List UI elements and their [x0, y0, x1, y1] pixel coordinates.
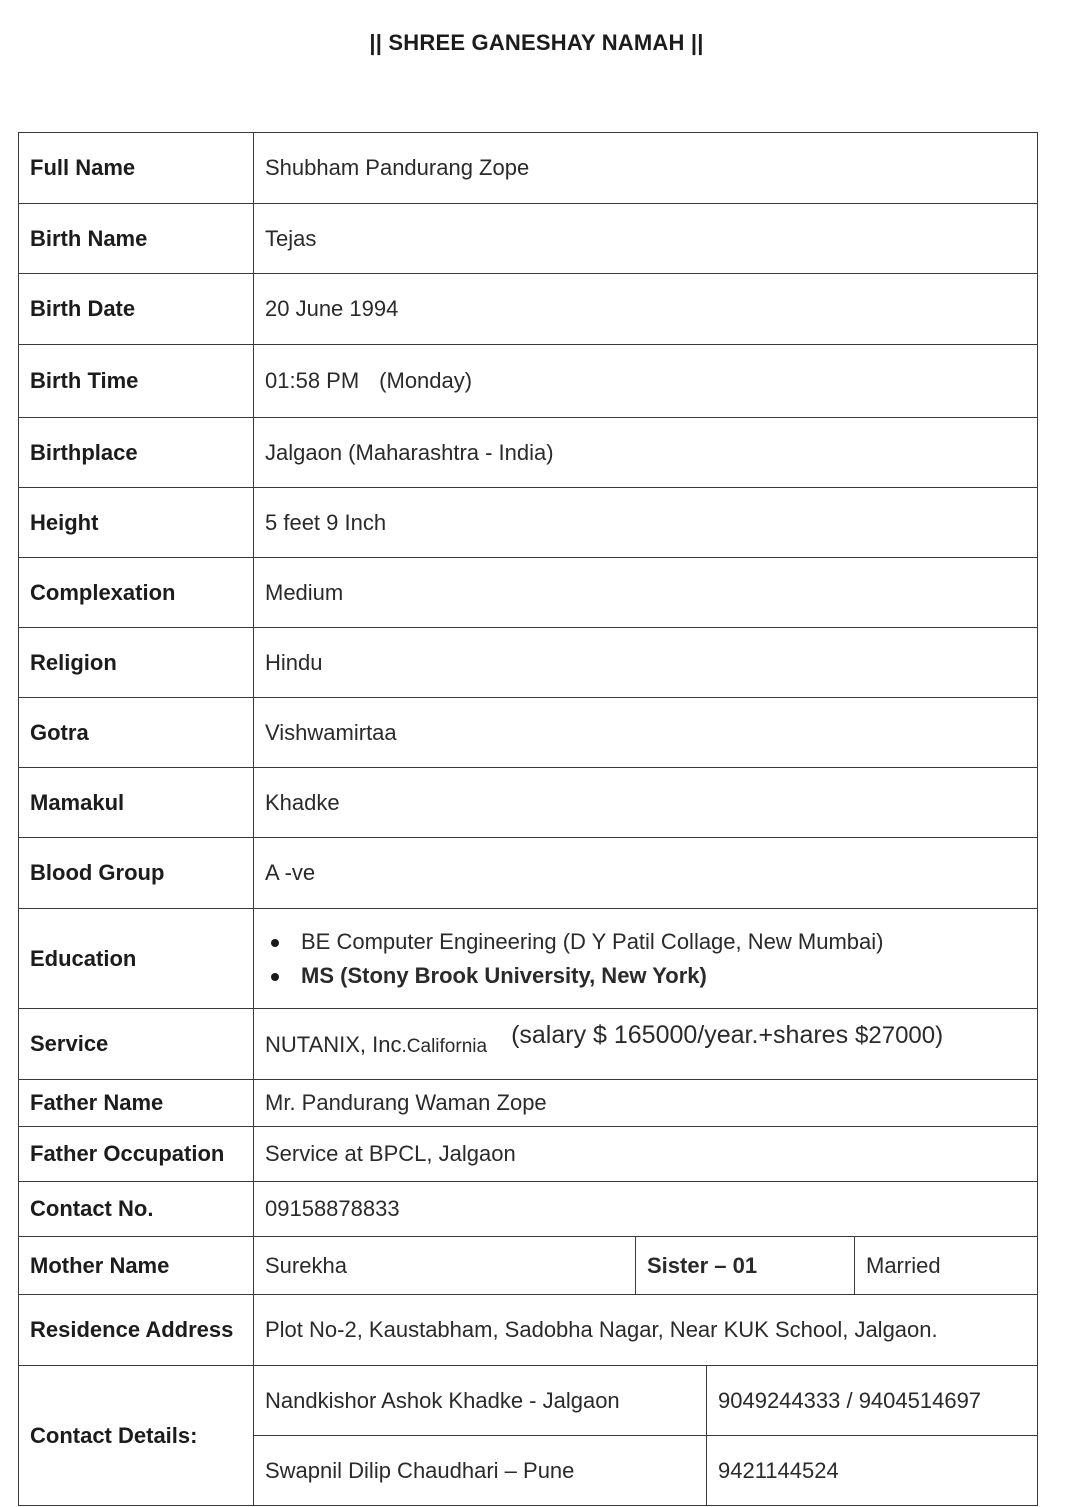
row-full-name	[19, 133, 1038, 204]
gotra-value: Vishwamirtaa	[254, 698, 1038, 768]
row-mother-name	[19, 1237, 1038, 1295]
father-occupation-value: Service at BPCL, Jalgaon	[254, 1127, 1038, 1182]
service-company: NUTANIX, Inc	[265, 1031, 402, 1057]
contact-no-label: Contact No.	[19, 1182, 254, 1237]
father-name-label: Father Name	[19, 1080, 254, 1127]
row-contact-details-1	[19, 1366, 1038, 1436]
education-cell	[254, 909, 1038, 1009]
row-father-occupation	[19, 1127, 1038, 1182]
mother-name-label: Mother Name	[19, 1237, 254, 1295]
birth-name-value: Tejas	[254, 204, 1038, 274]
row-birthplace	[19, 418, 1038, 488]
mamakul-label: Mamakul	[19, 768, 254, 838]
contact-1-phone: 9049244333 / 9404514697	[707, 1366, 1038, 1436]
row-birth-date	[19, 274, 1038, 345]
contact-no-value: 09158878833	[254, 1182, 1038, 1237]
service-salary	[511, 1021, 943, 1049]
residence-address-value: Plot No-2, Kaustabham, Sadobha Nagar, Near KUK School, Jalgaon.	[254, 1295, 1038, 1366]
shares-amount: $27000)	[855, 1021, 944, 1049]
row-education	[19, 909, 1038, 1009]
contact-details-label: Contact Details:	[19, 1366, 254, 1506]
father-name-value: Mr. Pandurang Waman Zope	[254, 1080, 1038, 1127]
row-complexion	[19, 558, 1038, 628]
religion-label: Religion	[19, 628, 254, 698]
row-birth-name	[19, 204, 1038, 274]
birth-date-value: 20 June 1994	[254, 274, 1038, 345]
contact-2-name: Swapnil Dilip Chaudhari – Pune	[254, 1436, 707, 1506]
row-residence-address	[19, 1295, 1038, 1366]
row-birth-time	[19, 345, 1038, 418]
education-item-ms: MS (Stony Brook University, New York)	[291, 959, 1037, 993]
birth-time-cell	[254, 345, 1038, 418]
row-service	[19, 1009, 1038, 1080]
biodata-table	[18, 132, 1038, 1506]
row-religion	[19, 628, 1038, 698]
birthplace-label: Birthplace	[19, 418, 254, 488]
row-blood-group	[19, 838, 1038, 909]
service-location: .California	[401, 1035, 488, 1057]
birth-time-value: 01:58 PM	[265, 368, 360, 393]
sister-label: Sister – 01	[636, 1237, 855, 1295]
service-label: Service	[19, 1009, 254, 1080]
religion-value: Hindu	[254, 628, 1038, 698]
birth-date-label: Birth Date	[19, 274, 254, 345]
contact-2-phone: 9421144524	[707, 1436, 1038, 1506]
birth-day-value: (Monday)	[379, 368, 473, 393]
complexion-value: Medium	[254, 558, 1038, 628]
service-cell	[254, 1009, 1038, 1080]
birth-name-label: Birth Name	[19, 204, 254, 274]
row-height	[19, 488, 1038, 558]
page-heading: || SHREE GANESHAY NAMAH ||	[369, 30, 704, 55]
height-value: 5 feet 9 Inch	[254, 488, 1038, 558]
education-label: Education	[19, 909, 254, 1009]
education-item-be: BE Computer Engineering (D Y Patil Collage, New Mumbai)	[291, 925, 1037, 959]
full-name-label: Full Name	[19, 133, 254, 204]
row-father-name	[19, 1080, 1038, 1127]
row-mamakul	[19, 768, 1038, 838]
blood-group-value: A -ve	[254, 838, 1038, 909]
birth-time-label: Birth Time	[19, 345, 254, 418]
complexion-label: Complexation	[19, 558, 254, 628]
row-gotra	[19, 698, 1038, 768]
contact-1-name: Nandkishor Ashok Khadke - Jalgaon	[254, 1366, 707, 1436]
education-list	[265, 925, 1037, 993]
mamakul-value: Khadke	[254, 768, 1038, 838]
residence-address-label: Residence Address	[19, 1295, 254, 1366]
sister-status: Married	[855, 1237, 1038, 1295]
height-label: Height	[19, 488, 254, 558]
full-name-value: Shubham Pandurang Zope	[254, 133, 1038, 204]
father-occupation-label: Father Occupation	[19, 1127, 254, 1182]
birthplace-value: Jalgaon (Maharashtra - India)	[254, 418, 1038, 488]
gotra-label: Gotra	[19, 698, 254, 768]
blood-group-label: Blood Group	[19, 838, 254, 909]
mother-name-value: Surekha	[254, 1237, 636, 1295]
row-contact-no	[19, 1182, 1038, 1237]
salary-amount: (salary $ 165000/year.+shares	[511, 1020, 849, 1049]
